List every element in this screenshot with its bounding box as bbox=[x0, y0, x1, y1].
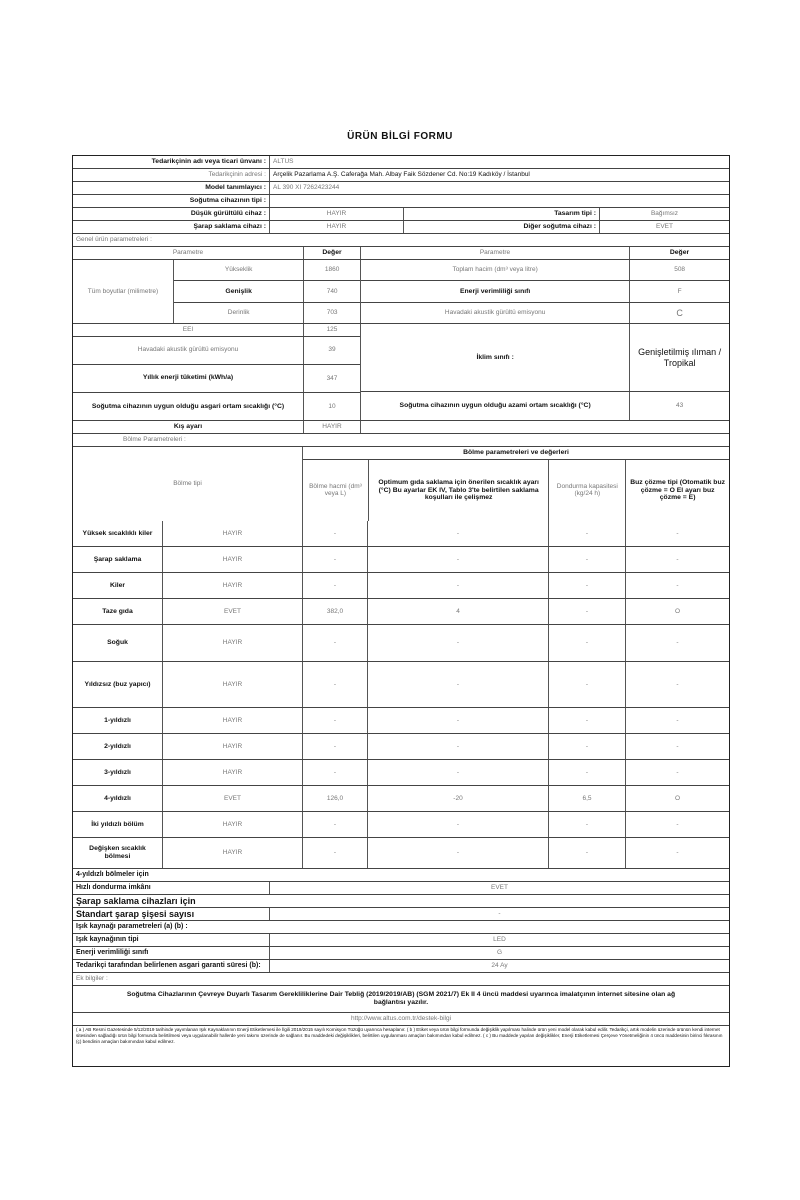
compartment-volume: - bbox=[302, 521, 367, 546]
wine-device-value: HAYIR bbox=[269, 221, 403, 233]
compartment-name: Soğuk bbox=[107, 639, 128, 647]
warranty-value: 24 Ay bbox=[269, 960, 729, 972]
model-value: AL 390 XI 7262423244 bbox=[269, 182, 729, 194]
compartment-temp: - bbox=[367, 734, 548, 759]
dimensions-label: Tüm boyutlar (milimetre) bbox=[87, 287, 159, 295]
compartment-volume: - bbox=[302, 662, 367, 707]
compartment-defrost: - bbox=[625, 547, 729, 572]
wine-bottles-value: - bbox=[269, 908, 729, 920]
compartment-present: HAYIR bbox=[162, 662, 302, 707]
compartment-present: EVET bbox=[162, 786, 302, 811]
compartment-defrost: O bbox=[625, 599, 729, 624]
design-type-value: Bağımsız bbox=[599, 208, 729, 220]
compartment-name: Şarap saklama bbox=[93, 555, 142, 563]
compartment-name: İki yıldızlı bölüm bbox=[91, 820, 144, 828]
supplier-name-value: ALTUS bbox=[269, 156, 729, 168]
device-type-label: Soğutma cihazının tipi : bbox=[189, 197, 266, 205]
defrost-header: Buz çözme tipi (Otomatik buz çözme = O El ayarı buz çözme = E) bbox=[625, 460, 729, 521]
compartment-params-title: Bölme Parametreleri : bbox=[123, 436, 186, 444]
compartment-volume: 382,0 bbox=[302, 599, 367, 624]
compartment-row bbox=[73, 733, 729, 759]
compartment-row bbox=[73, 546, 729, 572]
light-title: Işık kaynağı parametreleri (a) (b) : bbox=[76, 922, 188, 930]
compartment-row bbox=[73, 521, 729, 546]
compartment-temp: - bbox=[367, 573, 548, 598]
low-noise-label: Düşük gürültülü cihaz : bbox=[190, 210, 266, 218]
supplier-address-label: Tedarikçinin adresi : bbox=[208, 171, 266, 179]
compartment-row bbox=[73, 759, 729, 785]
other-device-label: Diğer soğutma cihazı : bbox=[403, 221, 599, 233]
other-device-value: EVET bbox=[599, 221, 729, 233]
noise-label: Havadaki akustik gürültü emisyonu bbox=[137, 346, 239, 354]
compartment-volume: 126,0 bbox=[302, 786, 367, 811]
min-temp-value: 10 bbox=[303, 393, 360, 420]
compartment-row bbox=[73, 624, 729, 661]
compartment-name: Taze gıda bbox=[102, 607, 133, 615]
compartment-present: HAYIR bbox=[162, 734, 302, 759]
max-temp-label: Soğutma cihazının uygun olduğu azami ortam sıcaklığı (°C) bbox=[399, 402, 591, 410]
compartment-defrost: - bbox=[625, 838, 729, 868]
compartment-volume: - bbox=[302, 812, 367, 837]
compartment-rows bbox=[73, 521, 729, 868]
energy-class-label: Enerji verimliliği sınıfı bbox=[460, 287, 531, 295]
annual-energy-value: 347 bbox=[303, 365, 360, 392]
compartment-name: Kiler bbox=[109, 581, 126, 589]
compartment-volume: - bbox=[302, 838, 367, 868]
compartment-temp: - bbox=[367, 547, 548, 572]
low-noise-value: HAYIR bbox=[269, 208, 403, 220]
compartment-freeze: - bbox=[548, 708, 625, 733]
light-type-value: LED bbox=[269, 934, 729, 946]
supplier-name-label: Tedarikçinin adı veya ticari ünvanı : bbox=[151, 158, 266, 166]
annual-energy-label: Yıllık enerji tüketimi (kWh/a) bbox=[142, 374, 234, 382]
extra-title: Ek bilgiler : bbox=[76, 975, 108, 983]
compartment-freeze: - bbox=[548, 573, 625, 598]
model-label: Model tanımlayıcı : bbox=[205, 184, 266, 192]
page-title: ÜRÜN BİLGİ FORMU bbox=[347, 131, 453, 142]
compartment-temp: 4 bbox=[367, 599, 548, 624]
compartment-temp: -20 bbox=[367, 786, 548, 811]
compartment-freeze: - bbox=[548, 625, 625, 661]
extra-statement: Soğutma Cihazlarının Çevreye Duyarlı Tasarım Gerekliliklerine Dair Tebliğ (2019/2019/AB) (SGM 2021/7) Ek II 4 üncü maddesi uyarınca imalatçının internet sitesine olan ağ bağlantısı yazılır. bbox=[126, 991, 676, 1006]
compartment-temp: - bbox=[367, 662, 548, 707]
compartment-freeze: - bbox=[548, 662, 625, 707]
compartment-present: HAYIR bbox=[162, 625, 302, 661]
compartment-freeze: - bbox=[548, 838, 625, 868]
device-type-value bbox=[269, 195, 729, 207]
param-header: Parametre bbox=[172, 249, 204, 257]
compartment-group-header: Bölme parametreleri ve değerleri bbox=[463, 449, 569, 457]
fast-freeze-label: Hızlı dondurma imkânı bbox=[76, 883, 151, 891]
four-star-title: 4-yıldızlı bölmeler için bbox=[76, 870, 149, 878]
compartment-defrost: O bbox=[625, 786, 729, 811]
compartment-row bbox=[73, 572, 729, 598]
climate-value: Genişletilmiş ılıman / Tropikal bbox=[629, 324, 729, 391]
compartment-row bbox=[73, 598, 729, 624]
noise-class-label: Havadaki akustik gürültü emisyonu bbox=[444, 309, 546, 317]
product-info-form bbox=[72, 155, 730, 1067]
fast-freeze-value: EVET bbox=[269, 882, 729, 894]
min-temp-label: Soğutma cihazının uygun olduğu asgari ortam sıcaklığı (°C) bbox=[91, 402, 285, 410]
compartment-present: HAYIR bbox=[162, 521, 302, 546]
manufacturer-url-link[interactable]: http://www.altus.com.tr/destek-bilgi bbox=[350, 1015, 452, 1023]
compartment-defrost: - bbox=[625, 521, 729, 546]
compartment-present: HAYIR bbox=[162, 573, 302, 598]
general-params-title: Genel ürün parametreleri : bbox=[76, 236, 152, 244]
compartment-name: 1-yıldızlı bbox=[104, 716, 131, 724]
compartment-freeze: - bbox=[548, 812, 625, 837]
max-temp-value: 43 bbox=[629, 392, 729, 420]
compartment-row bbox=[73, 661, 729, 707]
freeze-header: Dondurma kapasitesi (kg/24 h) bbox=[548, 460, 625, 521]
compartment-freeze: 6,5 bbox=[548, 786, 625, 811]
value-header: Değer bbox=[303, 247, 360, 259]
compartment-temp: - bbox=[367, 838, 548, 868]
compartment-defrost: - bbox=[625, 662, 729, 707]
total-volume-value: 508 bbox=[629, 260, 729, 280]
value-header-2: Değer bbox=[629, 247, 729, 259]
compartment-freeze: - bbox=[548, 547, 625, 572]
wine-device-label: Şarap saklama cihazı : bbox=[193, 223, 266, 231]
compartment-name: 4-yıldızlı bbox=[104, 794, 131, 802]
compartment-volume: - bbox=[302, 760, 367, 785]
compartment-row bbox=[73, 837, 729, 868]
compartment-temp: - bbox=[367, 812, 548, 837]
warranty-label: Tedarikçi tarafından belirlenen asgari garanti süresi (b): bbox=[76, 961, 261, 969]
compartment-freeze: - bbox=[548, 760, 625, 785]
width-label: Genişlik bbox=[225, 287, 252, 295]
compartment-row bbox=[73, 707, 729, 733]
noise-class-value: C bbox=[629, 303, 729, 323]
design-type-label: Tasarım tipi : bbox=[403, 208, 599, 220]
compartment-defrost: - bbox=[625, 760, 729, 785]
compartment-row bbox=[73, 811, 729, 837]
depth-label: Derinlik bbox=[227, 309, 250, 317]
compartment-defrost: - bbox=[625, 625, 729, 661]
compartment-temp: - bbox=[367, 521, 548, 546]
noise-value: 39 bbox=[303, 337, 360, 364]
compartment-present: HAYIR bbox=[162, 760, 302, 785]
footnote: ( a ) AB Resmi Gazetesinde 5/12/2019 tarihinde yayımlanan Işık Kaynaklarının Enerji Etiketlemesi ile İlgili 2019/2015 sayılı Komisyon Tüzüğü uyarınca hesaplanır. ( b ) Etiket veya ürün bilgi formunda değişiklik yapılması halinde ürün yeni model olarak kabul edilir. Tedarikçi, artık modelin üzerinde ürünün kendi internet sitesinden sağladığı ürün bilgi formunda belirtilmesi veya uygulanabilir hallerde yeni takımı üzerinde de sağlanır. Bu maddedeki değişiklikleri, belirtilen uygulanması amaçları bakımından kabul edilmez. ( c ) Bu maddede yapılan değişiklikler, Enerji Etiketlemesi Çerçeve Yönetmeliğinin 4 üncü maddesinin birinci fıkrasının (ç) bendinin amaçları bakımından kabul edilmez. bbox=[76, 1027, 723, 1045]
compartment-temp: - bbox=[367, 708, 548, 733]
compartment-defrost: - bbox=[625, 734, 729, 759]
compartment-temp: - bbox=[367, 625, 548, 661]
width-value: 740 bbox=[303, 281, 360, 301]
compartment-defrost: - bbox=[625, 812, 729, 837]
compartment-volume: - bbox=[302, 625, 367, 661]
winter-value: HAYIR bbox=[303, 421, 360, 433]
compartment-name: Yıldızsız (buz yapıcı) bbox=[84, 680, 151, 688]
compartment-volume: - bbox=[302, 547, 367, 572]
compartment-present: EVET bbox=[162, 599, 302, 624]
compartment-freeze: - bbox=[548, 521, 625, 546]
winter-label: Kış ayarı bbox=[173, 423, 203, 431]
light-class-value: G bbox=[269, 947, 729, 959]
total-volume-label: Toplam hacim (dm³ veya litre) bbox=[452, 266, 538, 274]
supplier-address-value: Arçelik Pazarlama A.Ş. Caferağa Mah. Albay Faik Sözdener Cd. No:19 Kadıköy / İstanbul bbox=[269, 169, 729, 181]
light-class-label: Enerji verimliliği sınıfı bbox=[76, 948, 149, 956]
compartment-type-header: Bölme tipi bbox=[173, 480, 202, 488]
compartment-present: HAYIR bbox=[162, 812, 302, 837]
compartment-volume: - bbox=[302, 573, 367, 598]
compartment-temp: - bbox=[367, 760, 548, 785]
param-header-2: Parametre bbox=[360, 247, 629, 259]
volume-header: Bölme hacmi (dm³ veya L) bbox=[309, 482, 362, 498]
compartment-row bbox=[73, 785, 729, 811]
climate-label: İklim sınıfı : bbox=[476, 353, 514, 361]
height-label: Yükseklik bbox=[224, 266, 253, 274]
wine-bottles-label: Standart şarap şişesi sayısı bbox=[76, 908, 195, 919]
compartment-freeze: - bbox=[548, 734, 625, 759]
compartment-name: Yüksek sıcaklıklı kiler bbox=[82, 529, 153, 537]
eei-value: 125 bbox=[303, 324, 360, 336]
compartment-volume: - bbox=[302, 734, 367, 759]
compartment-defrost: - bbox=[625, 708, 729, 733]
compartment-freeze: - bbox=[548, 599, 625, 624]
compartment-present: HAYIR bbox=[162, 838, 302, 868]
height-value: 1860 bbox=[303, 260, 360, 280]
compartment-name: 2-yıldızlı bbox=[104, 742, 131, 750]
depth-value: 703 bbox=[303, 303, 360, 323]
eei-label: EEI bbox=[182, 326, 194, 334]
compartment-name: Değişken sıcaklık bölmesi bbox=[89, 845, 146, 860]
energy-class-value: F bbox=[629, 281, 729, 301]
light-type-label: Işık kaynağının tipi bbox=[76, 935, 139, 943]
compartment-defrost: - bbox=[625, 573, 729, 598]
compartment-name: 3-yıldızlı bbox=[104, 768, 131, 776]
compartment-volume: - bbox=[302, 708, 367, 733]
wine-title: Şarap saklama cihazları için bbox=[76, 895, 196, 906]
compartment-present: HAYIR bbox=[162, 547, 302, 572]
compartment-present: HAYIR bbox=[162, 708, 302, 733]
temp-header: Optimum gıda saklama için önerilen sıcaklık ayarı (°C) Bu ayarlar EK IV, Tablo 3'te belirtilen saklama koşulları ile çelişmez bbox=[368, 460, 549, 521]
